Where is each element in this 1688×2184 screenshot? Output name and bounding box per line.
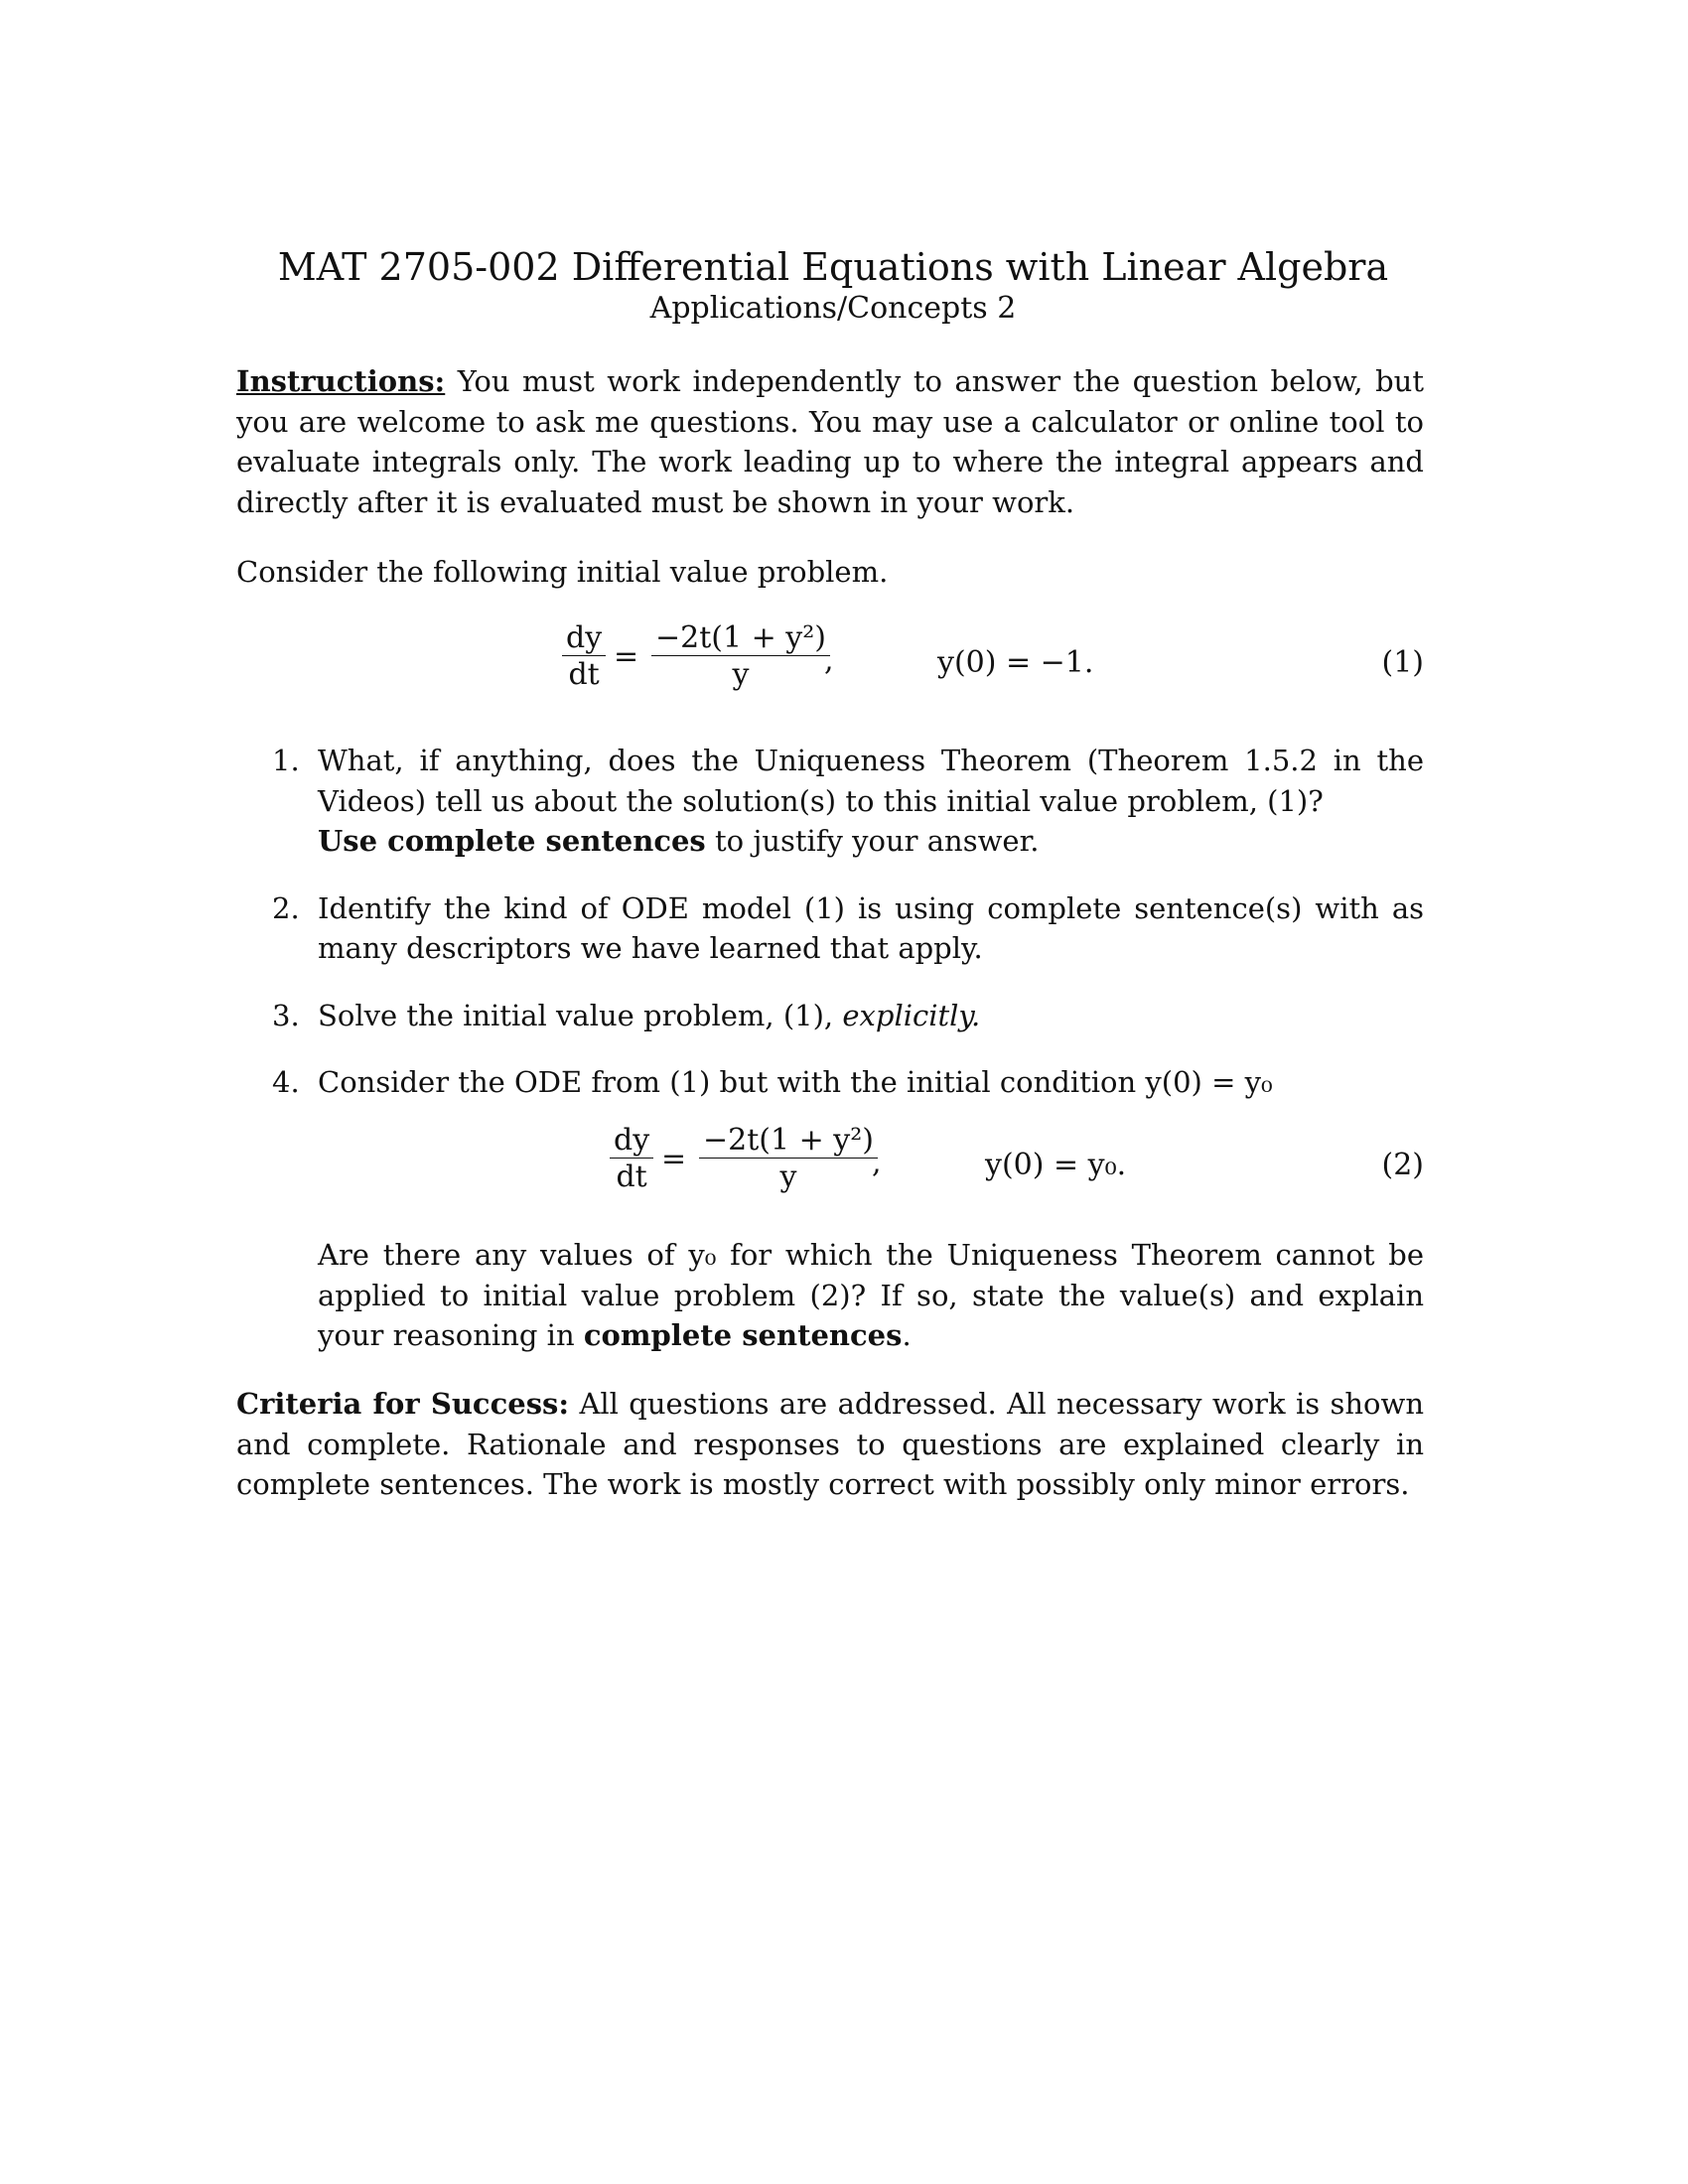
eq1-tag: (1) <box>1381 645 1424 680</box>
question-list <box>236 741 1424 1103</box>
instructions-paragraph <box>236 361 1424 522</box>
question-1-number: 1. <box>272 744 300 777</box>
criteria-label: Criteria for Success: <box>236 1387 570 1421</box>
question-4-followup <box>318 1235 1424 1356</box>
eq2-comma: , <box>872 1146 882 1180</box>
equation-1 <box>236 621 1424 717</box>
eq1-rhs-fraction <box>651 621 830 694</box>
question-3-italic: explicitly. <box>842 998 981 1032</box>
document-title: MAT 2705-002 Differential Equations with Linear Algebra <box>277 245 1389 289</box>
intro-text: Consider the following initial value problem. <box>236 555 889 589</box>
eq2-rhs-numerator: −2t(1 + y²) <box>703 1123 874 1158</box>
question-4-number: 4. <box>272 1065 300 1099</box>
question-2-text: Identify the kind of ODE model (1) is using complete sentence(s) with as many descriptors we have learned that apply. <box>318 890 1424 965</box>
eq1-initial-condition: y(0) = −1. <box>937 645 1094 680</box>
eq2-lhs-denominator: dt <box>616 1160 647 1194</box>
eq2-tag: (2) <box>1381 1148 1424 1182</box>
question-2-number: 2. <box>272 890 300 925</box>
eq1-comma: , <box>824 643 834 678</box>
equation-2 <box>236 1124 1424 1219</box>
question-4-followup-end: . <box>902 1318 912 1352</box>
question-4-text: Consider the ODE from (1) but with the initial condition y(0) = y₀ <box>318 1065 1273 1099</box>
question-3-number: 3. <box>272 998 300 1032</box>
eq2-lhs-numerator: dy <box>614 1123 650 1158</box>
eq1-lhs-denominator: dt <box>568 657 600 692</box>
question-2 <box>236 888 1424 969</box>
instructions-text: You must work independently to answer the question below, but you are welcome to ask me questions. You may use a calculator or online tool to evaluate integrals only. The work leading up to where the integral appears and directly after it is evaluated must be shown in your work. <box>236 364 1425 519</box>
question-4 <box>236 1062 1424 1103</box>
instructions-label: Instructions: <box>236 364 446 398</box>
criteria-text: All questions are addressed. All necessary work is shown and complete. Rationale and responses to questions are explained clearly in complete sentences. The work is mostly correct with possibly only minor errors. <box>236 1387 1425 1501</box>
eq2-initial-condition: y(0) = y₀. <box>985 1148 1127 1182</box>
eq2-equals: = <box>661 1142 687 1176</box>
eq1-lhs-fraction <box>562 621 606 694</box>
question-3-text: Solve the initial value problem, (1), <box>318 998 834 1032</box>
question-4-followup-bold: complete sentences <box>583 1318 903 1352</box>
question-3 <box>236 996 1424 1036</box>
criteria-paragraph <box>236 1384 1424 1505</box>
eq1-rhs-denominator: y <box>732 657 750 692</box>
question-1-text-end: to justify your answer. <box>714 824 1040 858</box>
eq1-rhs-numerator: −2t(1 + y²) <box>655 620 826 655</box>
document-subtitle: Applications/Concepts 2 <box>649 291 1017 326</box>
question-1-bold: Use complete sentences <box>318 824 706 858</box>
question-1 <box>236 741 1424 862</box>
eq2-lhs-fraction <box>610 1124 653 1196</box>
eq2-rhs-fraction <box>699 1124 878 1196</box>
eq2-rhs-denominator: y <box>779 1160 797 1194</box>
question-4-followup-text: Are there any values of y₀ for which the Uniqueness Theorem cannot be applied to initial value problem (2)? If so, state the value(s) and explain your reasoning in <box>318 1238 1424 1352</box>
eq1-lhs-numerator: dy <box>566 620 603 655</box>
eq1-equals: = <box>614 639 639 674</box>
question-1-text: What, if anything, does the Uniqueness Theorem (Theorem 1.5.2 in the Videos) tell us about the solution(s) to this initial value problem, (1)? <box>318 744 1424 818</box>
